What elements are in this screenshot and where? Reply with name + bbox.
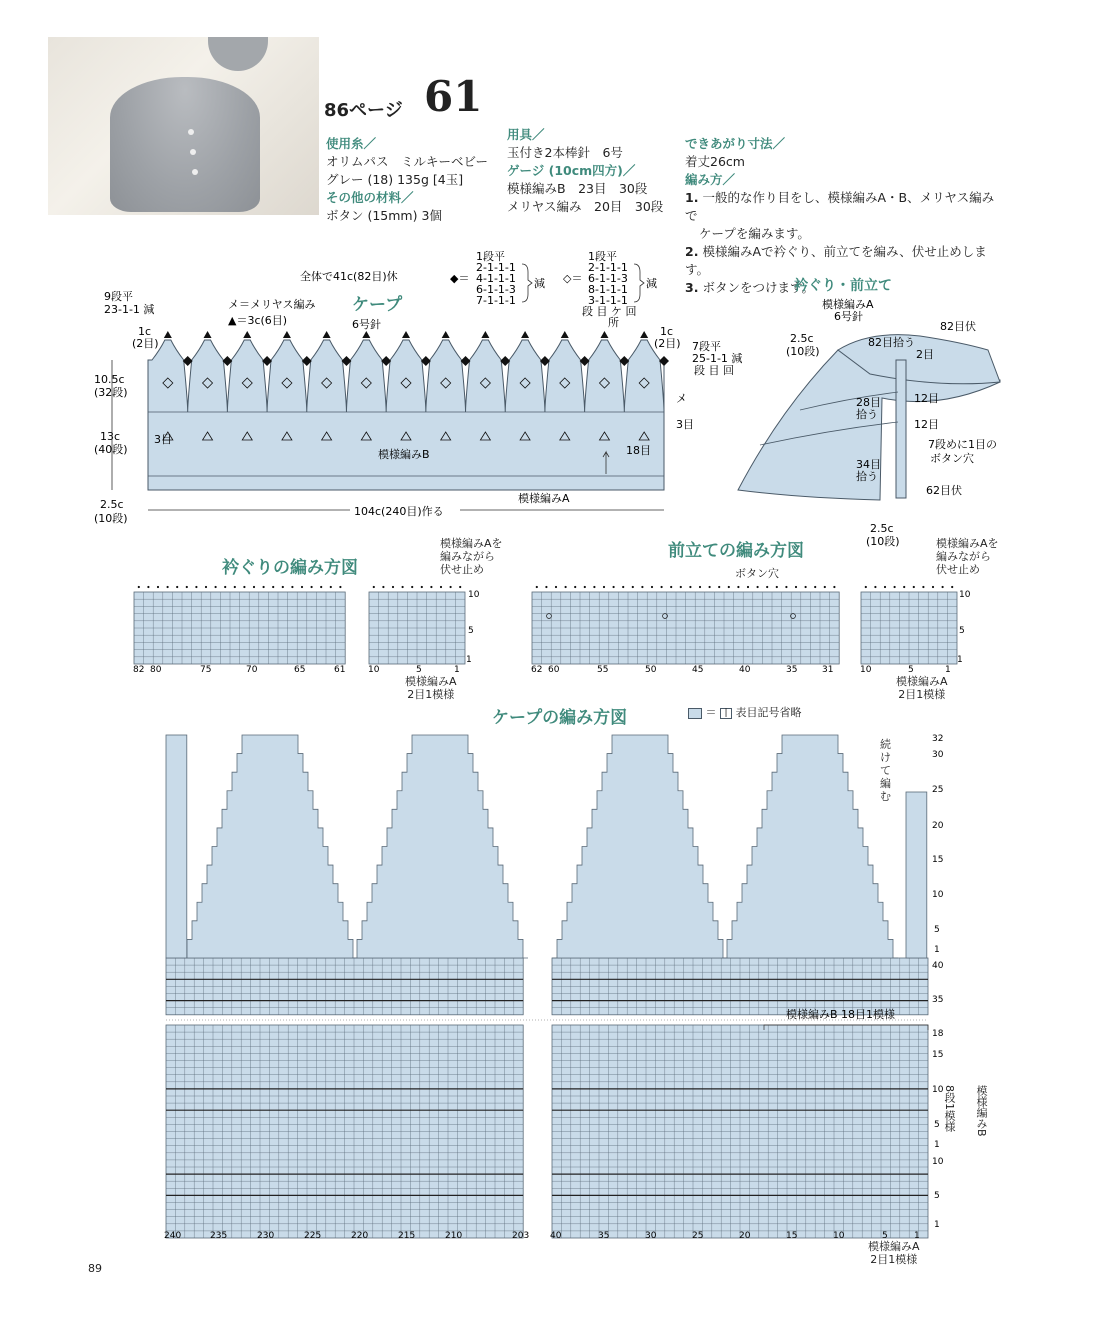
triangle-mark [362, 331, 370, 338]
svg-text:240: 240 [164, 1231, 182, 1241]
note-line: 模様編みAを [936, 537, 999, 550]
svg-text:5: 5 [934, 1191, 940, 1201]
collar-pick28: 拾う [856, 408, 878, 421]
svg-text:1: 1 [934, 945, 940, 955]
dim-bot2: (10段) [94, 512, 128, 525]
method-head: 編み方／ [685, 172, 736, 187]
cape-needle: 6号針 [352, 318, 381, 331]
materials-col2 [507, 126, 682, 216]
cape-legend: ＝ | 表目記号省略 [688, 706, 802, 719]
svg-text:1: 1 [934, 1220, 940, 1230]
svg-text:10: 10 [932, 890, 944, 900]
side-note: 模様編みB [975, 1085, 988, 1137]
gauge-head: ゲージ (10cm四方)／ [507, 163, 636, 178]
svg-text:30: 30 [932, 750, 944, 760]
note-line: 編みながら [440, 550, 495, 563]
right-18: 18目 [626, 444, 651, 457]
neck-foot: 模様編みA 2目1模様 [405, 675, 457, 701]
triangle-mark [481, 331, 489, 338]
triangle-mark [402, 331, 410, 338]
dec-label: 減 [534, 277, 545, 290]
legend-knit-symbol: | [720, 708, 732, 719]
dec-line: 8-1-1-1 [588, 283, 628, 296]
page-number: 89 [88, 1262, 102, 1275]
svg-text:30: 30 [645, 1231, 657, 1241]
button-dot [192, 169, 198, 175]
svg-text:10: 10 [860, 665, 872, 675]
right-me: メ [676, 392, 687, 405]
dec-line: 2-1-1-1 [476, 261, 516, 274]
front-band [896, 360, 906, 498]
neck-note [440, 537, 503, 576]
dim-top: 10.5c [94, 373, 125, 386]
cape-chart-title: ケープの編み方図 [492, 708, 628, 728]
pattern-b-note: 模様編みB 18目1模様 [786, 1008, 896, 1021]
dim-bot: 2.5c [100, 498, 124, 511]
svg-text:15: 15 [932, 1050, 944, 1060]
collar-sub1: 模様編みA [822, 298, 874, 311]
collar-pick34: 拾う [856, 470, 878, 483]
svg-text:10: 10 [959, 590, 971, 600]
svg-text:15: 15 [786, 1231, 798, 1241]
dim-mid2: (40段) [94, 443, 128, 456]
svg-text:10: 10 [932, 1157, 944, 1167]
svg-text:235: 235 [210, 1231, 228, 1241]
svg-text:1: 1 [957, 655, 963, 665]
cape-pattern-a: 模様編みA [518, 492, 570, 505]
triangle-mark [204, 331, 212, 338]
svg-text:1: 1 [454, 665, 460, 675]
cape-schematic [0, 240, 743, 530]
collar-n12: 12目 [914, 418, 939, 431]
button-dot [188, 129, 194, 135]
svg-text:62: 62 [531, 665, 543, 675]
right-dec: 段 目 回 [694, 364, 734, 377]
dec-line: 7-1-1-1 [476, 294, 516, 307]
side-note-count: 8段1模様 [943, 1085, 956, 1132]
size-head: できあがり寸法／ [685, 136, 786, 151]
collar-dim10: (10段) [786, 345, 820, 358]
svg-text:80: 80 [150, 665, 162, 675]
pattern-number: 61 [424, 72, 483, 121]
scallop-peak [722, 735, 898, 958]
dim-mid: 13c [100, 430, 121, 443]
svg-text:5: 5 [416, 665, 422, 675]
svg-text:220: 220 [351, 1231, 369, 1241]
band-chart-title: 前立ての編み方図 [668, 541, 804, 561]
svg-text:25: 25 [932, 785, 944, 795]
svg-text:18: 18 [932, 1029, 944, 1039]
dec-label: 減 [646, 277, 657, 290]
total-bind: 全体で41c(82目)休 [300, 270, 398, 283]
triangle-mark [561, 331, 569, 338]
yarn-line: グレー (18) 135g [4玉] [326, 172, 464, 187]
svg-text:1: 1 [934, 1140, 940, 1150]
right-2me: (2目) [654, 337, 681, 350]
svg-text:45: 45 [692, 665, 704, 675]
dec-diamond-head: 1段平 [476, 250, 505, 263]
collar-btnhole: ボタン穴 [930, 452, 974, 465]
other-line: ボタン (15mm) 3個 [326, 208, 442, 223]
page-ref: 86ページ [324, 100, 403, 121]
svg-text:65: 65 [294, 665, 306, 675]
svg-text:40: 40 [550, 1231, 562, 1241]
neck-chart-left [134, 586, 345, 664]
band-chart-left [532, 586, 839, 664]
method-step: ケープを編みます。 [699, 226, 810, 241]
collar-sub2: 6号針 [834, 310, 863, 323]
collar-pick28: 28目 [856, 396, 881, 409]
cape-pattern-b: 模様編みB [378, 448, 430, 461]
tools-line: 玉付き2本棒針 6号 [507, 145, 623, 160]
collar-dimbot: 2.5c [870, 522, 894, 535]
method-step: 2. 模様編みAで衿ぐり、前立てを編み、伏せ止めします。 [685, 244, 987, 277]
band-chart-right [861, 586, 957, 664]
collar-n12: 12目 [914, 392, 939, 405]
hat-shape [208, 37, 268, 71]
right-1c: 1c [660, 325, 674, 338]
note-line: 編みながら [936, 550, 991, 563]
triangle-mark [283, 331, 291, 338]
cape-width: 104c(240目)作る [354, 505, 444, 518]
cape-foot: 模様編みA 2目1模様 [868, 1240, 920, 1266]
collar-pick82: 82目拾う [868, 336, 915, 349]
left-3me: 3目 [154, 433, 172, 446]
scallop-peak [352, 735, 528, 958]
dec-line: 3-1-1-1 [588, 294, 628, 307]
svg-text:20: 20 [739, 1231, 751, 1241]
scallop-peak [182, 735, 358, 958]
dec-open-head: 1段平 [588, 250, 617, 263]
note-line: 伏せ止め [936, 563, 980, 576]
svg-text:1: 1 [945, 665, 951, 675]
cape-title: ケープ [352, 295, 403, 315]
svg-text:5: 5 [934, 925, 940, 935]
yarn-line: オリムパス ミルキーベビー [326, 154, 489, 169]
cape-shape [110, 77, 260, 212]
continue-note: 続けて編む [880, 738, 891, 803]
dec-diamond-sym: ◆＝ [450, 272, 470, 285]
materials-col1 [326, 135, 506, 225]
triangle-mark [323, 331, 331, 338]
svg-text:75: 75 [200, 665, 212, 675]
svg-text:1: 1 [914, 1231, 920, 1241]
collar-dimbot2: (10段) [866, 535, 900, 548]
yarn-head: 使用糸／ [326, 136, 377, 151]
legend-swatch [688, 708, 702, 719]
svg-text:70: 70 [246, 665, 258, 675]
gauge-line: 模様編みB 23目 30段 [507, 181, 648, 196]
edge-column [906, 792, 927, 958]
band-foot: 模様編みA 2目1模様 [896, 675, 948, 701]
left-2me: (2目) [132, 337, 159, 350]
svg-text:35: 35 [932, 995, 944, 1005]
neck-col-labels [133, 665, 951, 675]
dec-line: 2-1-1-1 [588, 261, 628, 274]
triangle-mark [243, 331, 251, 338]
triangle-mark [442, 331, 450, 338]
dec-foot: 段 目 ケ 回 [582, 305, 637, 318]
svg-text:215: 215 [398, 1231, 416, 1241]
svg-text:82: 82 [133, 665, 145, 675]
triangle-mark [640, 331, 648, 338]
right-dec: 25-1-1 減 [692, 352, 743, 365]
svg-text:55: 55 [597, 665, 609, 675]
other-head: その他の材料／ [326, 190, 414, 205]
collar-pick34: 34目 [856, 458, 881, 471]
dec-line: 6-1-1-3 [476, 283, 516, 296]
method-step: 1. 一般的な作り目をし、模様編みA・B、メリヤス編みで [685, 190, 995, 223]
button-dot [190, 149, 196, 155]
right-3me: 3目 [676, 418, 694, 431]
svg-text:5: 5 [959, 626, 965, 636]
triangle-mark [600, 331, 608, 338]
collar-2me: 2目 [916, 348, 934, 361]
svg-text:25: 25 [692, 1231, 704, 1241]
legend-me: メ＝メリヤス編み [228, 298, 316, 311]
svg-text:50: 50 [645, 665, 657, 675]
product-photo [48, 37, 319, 215]
cape-chart [0, 730, 1104, 1250]
svg-text:35: 35 [786, 665, 798, 675]
svg-text:32: 32 [932, 734, 944, 744]
collar-bind82: 82目伏 [940, 320, 976, 333]
svg-text:1: 1 [466, 655, 472, 665]
dec-foot: 所 [608, 316, 619, 329]
dec-line: 6-1-1-3 [588, 272, 628, 285]
neck-chart-title: 衿ぐりの編み方図 [222, 558, 358, 578]
tools-head: 用具／ [507, 127, 545, 142]
dec-line: 4-1-1-1 [476, 272, 516, 285]
collar-dim25: 2.5c [790, 332, 814, 345]
svg-text:5: 5 [882, 1231, 888, 1241]
note-line: 伏せ止め [440, 563, 484, 576]
size-line: 着丈26cm [685, 154, 745, 169]
right-dec: 7段平 [692, 340, 721, 353]
svg-text:20: 20 [932, 821, 944, 831]
svg-text:230: 230 [257, 1231, 275, 1241]
collar-title: 衿ぐり・前立て [794, 278, 892, 294]
left-dec: 23-1-1 減 [104, 303, 155, 316]
left-1c: 1c [138, 325, 152, 338]
note-line: 模様編みAを [440, 537, 503, 550]
svg-text:40: 40 [739, 665, 751, 675]
method-step: 3. ボタンをつけます。 [685, 280, 814, 295]
dec-open-sym: ◇＝ [563, 272, 583, 285]
band-btn: ボタン穴 [735, 567, 779, 580]
neck-chart-right [369, 586, 465, 664]
svg-text:31: 31 [822, 665, 834, 675]
svg-text:61: 61 [334, 665, 346, 675]
legend-tri: ▲＝3c(6目) [228, 314, 288, 327]
left-dec: 9段平 [104, 290, 133, 303]
gauge-line: メリヤス編み 20目 30段 [507, 199, 664, 214]
collar-schematic [720, 270, 1060, 555]
scallop-peak [552, 735, 728, 958]
svg-text:10: 10 [368, 665, 380, 675]
cape-grid [166, 735, 928, 1238]
svg-text:40: 40 [932, 961, 944, 971]
svg-text:210: 210 [445, 1231, 463, 1241]
svg-text:5: 5 [908, 665, 914, 675]
collar-bind62: 62目伏 [926, 484, 962, 497]
triangle-mark [164, 331, 172, 338]
dim-top2: (32段) [94, 386, 128, 399]
svg-text:5: 5 [468, 626, 474, 636]
svg-text:60: 60 [548, 665, 560, 675]
svg-text:203: 203 [512, 1231, 530, 1241]
svg-text:10: 10 [468, 590, 480, 600]
edge-column [166, 735, 187, 958]
svg-text:15: 15 [932, 855, 944, 865]
cape-row-labels [932, 734, 944, 1230]
collar-btnhole: 7段めに1目の [928, 438, 997, 451]
svg-text:225: 225 [304, 1231, 322, 1241]
svg-text:10: 10 [932, 1085, 944, 1095]
svg-text:10: 10 [833, 1231, 845, 1241]
svg-text:35: 35 [598, 1231, 610, 1241]
svg-text:5: 5 [934, 1120, 940, 1130]
triangle-mark [521, 331, 529, 338]
band-note [936, 537, 999, 576]
